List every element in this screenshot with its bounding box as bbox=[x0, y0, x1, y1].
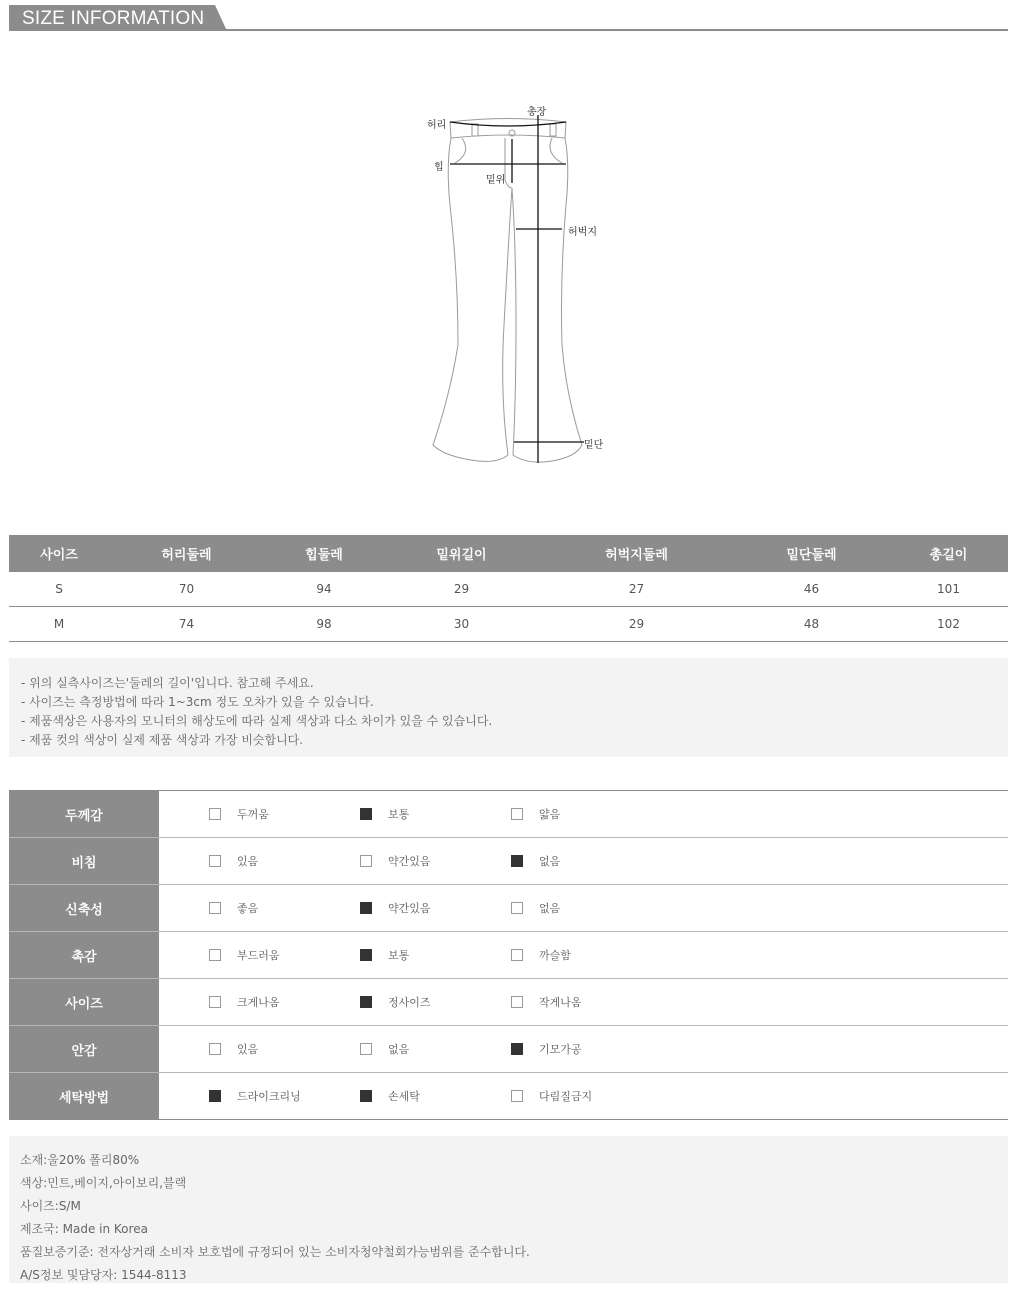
unchecked-box-icon bbox=[360, 1043, 372, 1055]
table-cell: 101 bbox=[889, 572, 1008, 607]
pants-illustration bbox=[400, 95, 630, 475]
unchecked-box-icon bbox=[209, 1043, 221, 1055]
attribute-label: 촉감 bbox=[9, 932, 159, 978]
table-cell: 29 bbox=[384, 572, 539, 607]
diagram-label-total: 총장 bbox=[527, 107, 547, 118]
checked-box-icon bbox=[511, 1043, 523, 1055]
attribute-label: 비침 bbox=[9, 838, 159, 884]
info-line: 제조국: Made in Korea bbox=[20, 1222, 148, 1236]
table-cell: 46 bbox=[734, 572, 889, 607]
attribute-option-label: 없음 bbox=[539, 902, 561, 915]
attribute-option-label: 작게나옴 bbox=[539, 996, 582, 1009]
col-header: 허벅지둘레 bbox=[539, 535, 734, 572]
attribute-label: 세탁방법 bbox=[9, 1073, 159, 1119]
unchecked-box-icon bbox=[209, 949, 221, 961]
note-line: - 위의 실측사이즈는'둘레의 길이'입니다. 참고해 주세요. bbox=[21, 676, 314, 690]
col-header: 총길이 bbox=[889, 535, 1008, 572]
unchecked-box-icon bbox=[209, 855, 221, 867]
attribute-option-label: 약간있음 bbox=[388, 855, 431, 868]
attribute-label: 신축성 bbox=[9, 885, 159, 931]
attribute-row bbox=[9, 932, 1008, 979]
attribute-label: 사이즈 bbox=[9, 979, 159, 1025]
table-cell: 29 bbox=[539, 607, 734, 642]
checked-box-icon bbox=[511, 855, 523, 867]
attribute-option bbox=[360, 932, 409, 978]
note-line: - 제품 컷의 색상이 실제 제품 색상과 가장 비슷합니다. bbox=[21, 733, 304, 747]
section-title: SIZE INFORMATION bbox=[22, 8, 205, 29]
product-info-box bbox=[9, 1136, 1008, 1283]
attribute-option-label: 얇음 bbox=[539, 808, 561, 821]
info-line: 색상:민트,베이지,아이보리,블랙 bbox=[20, 1176, 187, 1190]
attribute-option-label: 보통 bbox=[388, 808, 410, 821]
table-cell: 48 bbox=[734, 607, 889, 642]
attribute-row bbox=[9, 1026, 1008, 1073]
table-row bbox=[9, 572, 1008, 607]
attribute-option bbox=[511, 791, 560, 837]
attribute-option bbox=[209, 885, 258, 931]
unchecked-box-icon bbox=[511, 949, 523, 961]
checked-box-icon bbox=[360, 1090, 372, 1102]
attribute-option-label: 있음 bbox=[237, 1043, 259, 1056]
attribute-option-label: 약간있음 bbox=[388, 902, 431, 915]
attribute-option-label: 있음 bbox=[237, 855, 259, 868]
attribute-option-label: 다림질금지 bbox=[539, 1090, 593, 1103]
unchecked-box-icon bbox=[511, 1090, 523, 1102]
table-cell: 70 bbox=[109, 572, 264, 607]
attribute-option-label: 두꺼움 bbox=[237, 808, 269, 821]
diagram-label-hem: 밑단 bbox=[584, 440, 604, 451]
attribute-option bbox=[360, 791, 409, 837]
attribute-option bbox=[209, 791, 269, 837]
table-cell: 74 bbox=[109, 607, 264, 642]
attribute-option bbox=[360, 1026, 409, 1072]
table-cell: 102 bbox=[889, 607, 1008, 642]
attribute-option-label: 없음 bbox=[539, 855, 561, 868]
attribute-option bbox=[209, 979, 280, 1025]
unchecked-box-icon bbox=[209, 808, 221, 820]
col-header: 힙둘레 bbox=[264, 535, 384, 572]
attribute-option-label: 없음 bbox=[388, 1043, 410, 1056]
attribute-option-label: 손세탁 bbox=[388, 1090, 420, 1103]
attribute-option bbox=[209, 1026, 258, 1072]
diagram-label-hip: 힙 bbox=[434, 162, 444, 173]
attribute-option-label: 좋음 bbox=[237, 902, 259, 915]
attribute-option bbox=[511, 885, 560, 931]
note-line: - 사이즈는 측정방법에 따라 1~3cm 정도 오차가 있을 수 있습니다. bbox=[21, 695, 374, 709]
attribute-option bbox=[360, 1073, 420, 1119]
attribute-row bbox=[9, 791, 1008, 838]
attribute-option bbox=[209, 1073, 301, 1119]
attribute-row bbox=[9, 838, 1008, 885]
section-header bbox=[9, 5, 1008, 31]
size-table-header bbox=[9, 535, 1008, 572]
diagram-label-rise: 밑위 bbox=[486, 175, 506, 186]
table-cell: 30 bbox=[384, 607, 539, 642]
checked-box-icon bbox=[209, 1090, 221, 1102]
checked-box-icon bbox=[360, 902, 372, 914]
col-header: 사이즈 bbox=[9, 535, 109, 572]
unchecked-box-icon bbox=[511, 808, 523, 820]
info-line: A/S정보 및담당자: 1544-8113 bbox=[20, 1268, 187, 1282]
col-header: 밑단둘레 bbox=[734, 535, 889, 572]
attribute-option bbox=[511, 979, 582, 1025]
checked-box-icon bbox=[360, 808, 372, 820]
diagram-label-thigh: 허벅지 bbox=[568, 227, 597, 238]
col-header: 밑위길이 bbox=[384, 535, 539, 572]
attribute-option bbox=[511, 838, 560, 884]
attribute-label: 안감 bbox=[9, 1026, 159, 1072]
attribute-option-label: 드라이크리닝 bbox=[237, 1090, 301, 1103]
unchecked-box-icon bbox=[209, 902, 221, 914]
attribute-option-label: 기모가공 bbox=[539, 1043, 582, 1056]
size-table bbox=[9, 535, 1008, 642]
attribute-option bbox=[511, 932, 571, 978]
attribute-option bbox=[511, 1026, 582, 1072]
attribute-option-label: 보통 bbox=[388, 949, 410, 962]
pants-diagram bbox=[400, 95, 630, 475]
table-cell: M bbox=[9, 607, 109, 642]
info-line: 품질보증기준: 전자상거래 소비자 보호법에 규정되어 있는 소비자청약철회가능범위를 준수합니다. bbox=[20, 1245, 530, 1259]
attribute-option bbox=[511, 1073, 592, 1119]
fabric-attributes-table bbox=[9, 790, 1008, 1120]
table-cell: 27 bbox=[539, 572, 734, 607]
table-cell: 98 bbox=[264, 607, 384, 642]
col-header: 허리둘레 bbox=[109, 535, 264, 572]
attribute-label: 두께감 bbox=[9, 791, 159, 837]
attribute-option bbox=[360, 885, 431, 931]
unchecked-box-icon bbox=[209, 996, 221, 1008]
checked-box-icon bbox=[360, 949, 372, 961]
unchecked-box-icon bbox=[360, 855, 372, 867]
attribute-option bbox=[209, 932, 280, 978]
attribute-option bbox=[360, 838, 431, 884]
diagram-label-waist: 허리 bbox=[427, 120, 447, 131]
unchecked-box-icon bbox=[511, 996, 523, 1008]
checked-box-icon bbox=[360, 996, 372, 1008]
attribute-option-label: 정사이즈 bbox=[388, 996, 431, 1009]
attribute-row bbox=[9, 885, 1008, 932]
attribute-row bbox=[9, 1073, 1008, 1120]
attribute-row bbox=[9, 979, 1008, 1026]
table-row bbox=[9, 607, 1008, 642]
table-cell: 94 bbox=[264, 572, 384, 607]
attribute-option-label: 크게나옴 bbox=[237, 996, 280, 1009]
info-line: 사이즈:S/M bbox=[20, 1199, 81, 1213]
attribute-option-label: 까슬함 bbox=[539, 949, 571, 962]
attribute-option bbox=[360, 979, 431, 1025]
note-line: - 제품색상은 사용자의 모니터의 해상도에 따라 실제 색상과 다소 차이가 있을 수 있습니다. bbox=[21, 714, 493, 728]
table-cell: S bbox=[9, 572, 109, 607]
info-line: 소재:울20% 폴리80% bbox=[20, 1153, 140, 1167]
attribute-option-label: 부드러움 bbox=[237, 949, 280, 962]
notes-box bbox=[9, 658, 1008, 757]
attribute-option bbox=[209, 838, 258, 884]
unchecked-box-icon bbox=[511, 902, 523, 914]
